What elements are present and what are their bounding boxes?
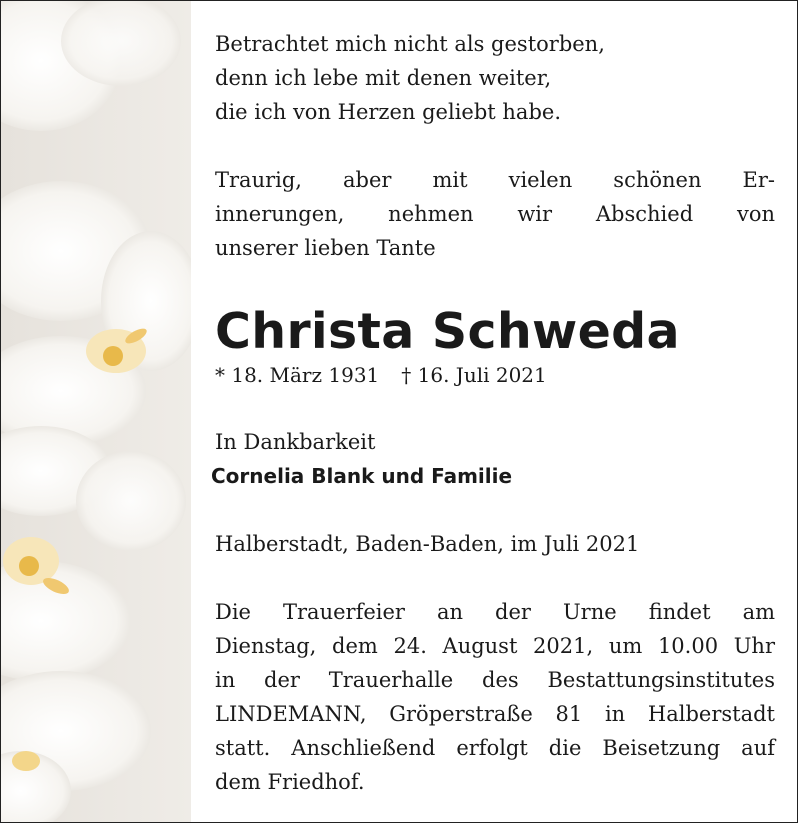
intro-line: Traurig, aber mit vielen schönen Er- <box>215 168 775 192</box>
mourners-names: Cornelia Blank und Familie <box>211 464 513 488</box>
mourners-heading: In Dankbarkeit <box>215 430 376 454</box>
ceremony-line: dem Friedhof. <box>215 770 365 794</box>
deceased-name: Christa Schweda <box>215 303 680 360</box>
place-date: Halberstadt, Baden-Baden, im Juli 2021 <box>215 532 640 556</box>
verse-line: Betrachtet mich nicht als gestorben, <box>215 32 605 56</box>
ceremony-line: statt. Anschließend erfolgt die Beisetzung auf <box>215 736 775 760</box>
orchid-decoration <box>1 1 191 823</box>
verse-line: denn ich lebe mit denen weiter, <box>215 66 552 90</box>
intro-line: innerungen, nehmen wir Abschied von <box>215 202 775 226</box>
ceremony-line: in der Trauerhalle des Bestattungsinstitutes <box>215 668 775 692</box>
obituary-text <box>211 27 775 799</box>
ceremony-line: Die Trauerfeier an der Urne findet am <box>215 600 775 624</box>
intro-line: unserer lieben Tante <box>215 236 436 260</box>
verse-line: die ich von Herzen geliebt habe. <box>215 100 561 124</box>
ceremony-line: Dienstag, dem 24. August 2021, um 10.00 Uhr <box>215 634 775 658</box>
life-dates <box>215 361 775 389</box>
ceremony-line: LINDEMANN, Gröperstraße 81 in Halberstadt <box>215 702 775 726</box>
death-date: † 16. Juli 2021 <box>401 363 547 387</box>
birth-date: * 18. März 1931 <box>215 363 380 387</box>
